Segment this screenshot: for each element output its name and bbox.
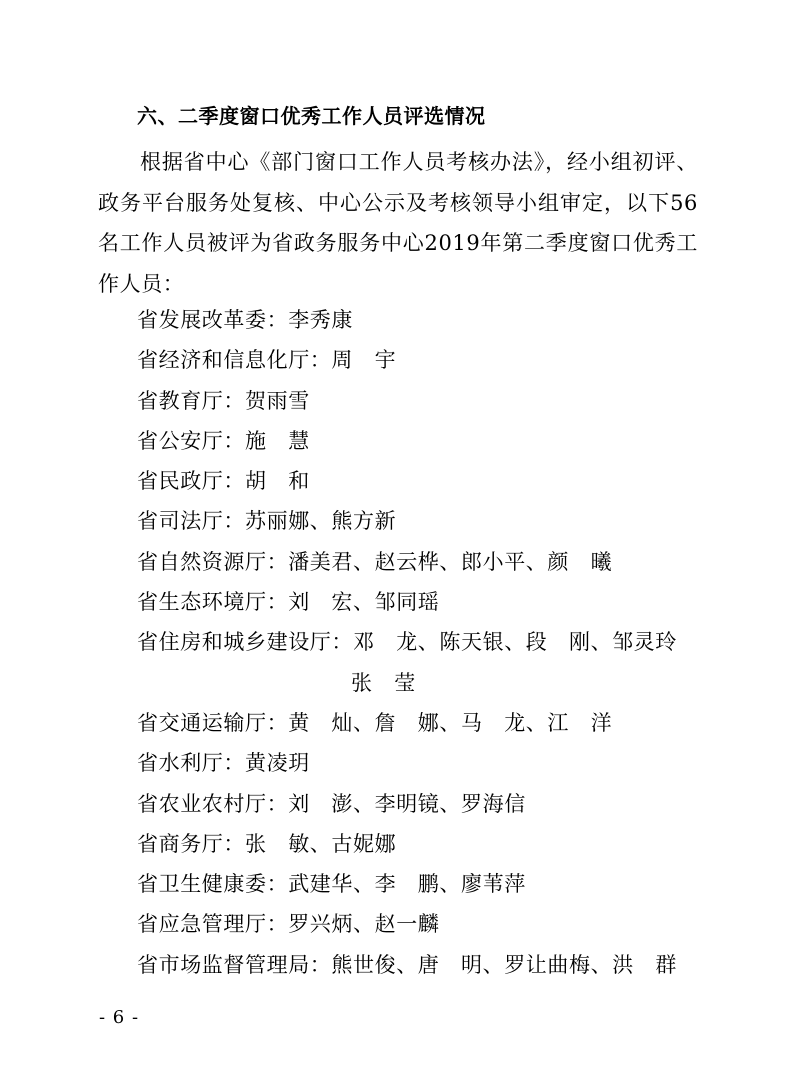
list-item: 省发展改革委：李秀康: [137, 308, 353, 332]
list-item: 省司法厅：苏丽娜、熊方新: [137, 509, 397, 534]
list-item: 省住房和城乡建设厅：邓 龙、陈天银、段 刚、邹灵玲: [137, 630, 677, 655]
list-item-continuation: 张 莹: [351, 670, 416, 695]
list-item: 省农业农村厅：刘 澎、李明镜、罗海信: [137, 791, 526, 816]
list-item: 省交通运输厅：黄 灿、詹 娜、马 龙、江 洋: [137, 710, 613, 735]
list-item: 省民政厅：胡 和: [137, 469, 310, 494]
list-item: 省经济和信息化厅：周 宇: [137, 348, 397, 373]
intro-line: 根据省中心《部门窗口工作人员考核办法》，经小组初评、: [140, 150, 698, 174]
intro-paragraph: [98, 142, 698, 304]
list-item: 省教育厅：贺雨雪: [137, 388, 310, 413]
list-item: 省生态环境厅：刘 宏、邹同瑶: [137, 590, 440, 615]
page-number: - 6 -: [99, 1007, 140, 1028]
list-item: 省卫生健康委：武建华、李 鹏、廖苇萍: [137, 872, 526, 897]
list-item: 省应急管理厅：罗兴炳、赵一麟: [137, 912, 440, 937]
intro-line: 名工作人员被评为省政务服务中心2019年第二季度窗口优秀工: [98, 231, 698, 255]
list-item: 省商务厅：张 敏、古妮娜: [137, 831, 397, 856]
intro-line: 政务平台服务处复核、中心公示及考核领导小组审定，以下56: [98, 190, 698, 215]
section-title: 六、二季度窗口优秀工作人员评选情况: [137, 104, 486, 128]
awardee-list: [137, 300, 697, 985]
list-item: 省自然资源厅：潘美君、赵云桦、郎小平、颜 曦: [137, 549, 613, 574]
list-item: 省公安厅：施 慧: [137, 428, 310, 453]
list-item: 省市场监督管理局：熊世俊、唐 明、罗让曲梅、洪 群: [137, 952, 677, 977]
intro-line: 作人员：: [98, 271, 185, 296]
list-item: 省水利厅：黄凌玥: [137, 751, 310, 776]
